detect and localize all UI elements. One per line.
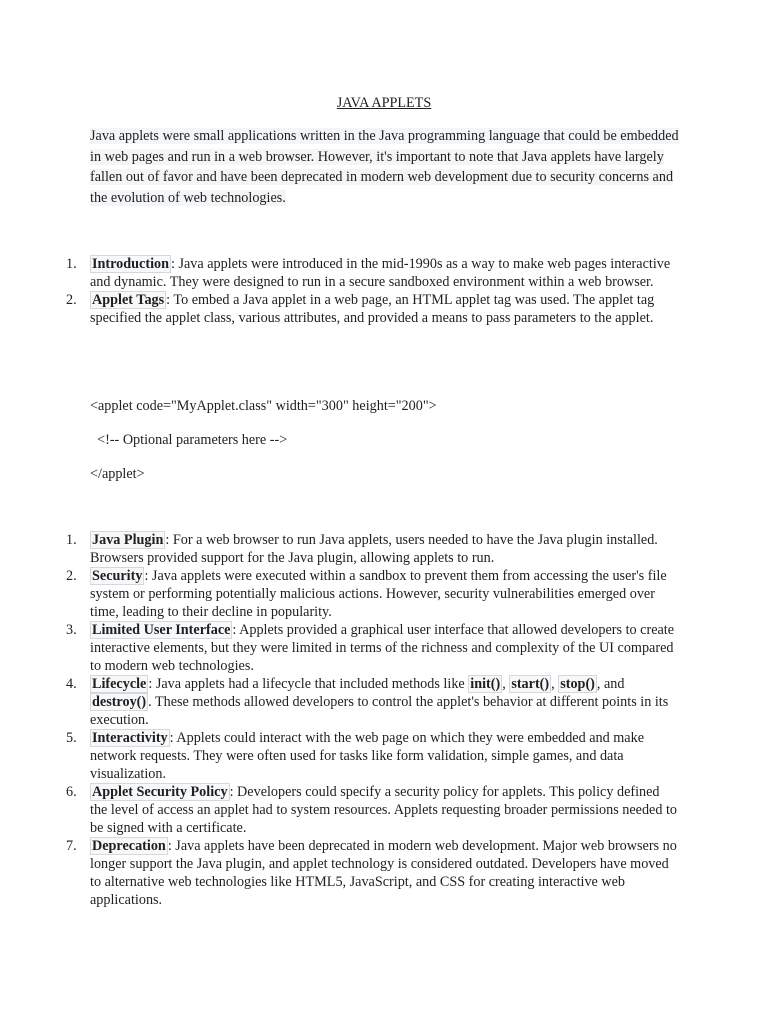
list-item-text: : To embed a Java applet in a web page, an HTML applet tag was used. The applet tag specified the applet class, various attributes, and provided a means to pass parameters to the applet. <box>90 292 655 326</box>
term-limited-ui: Limited User Interface <box>92 622 231 638</box>
term-security: Security <box>92 568 143 584</box>
list-item <box>66 729 680 783</box>
list-number: 4. <box>66 676 77 692</box>
intro-paragraph <box>90 126 680 208</box>
term-deprecation: Deprecation <box>92 838 166 854</box>
term-applet-security-policy: Applet Security Policy <box>92 784 228 800</box>
list-number: 1. <box>66 256 77 272</box>
code-line-comment: <!-- Optional parameters here --> <box>90 432 288 448</box>
overview-list <box>66 255 680 327</box>
list-item-text: . These methods allowed developers to control the applet's behavior at different points in its execution. <box>90 694 669 728</box>
list-item-text: : Java applets were introduced in the mid-1990s as a way to make web pages interactive and dynamic. They were designed to run in a secure sandboxed environment within a web browser. <box>90 256 671 290</box>
list-item <box>66 531 680 567</box>
list-number: 6. <box>66 784 77 800</box>
term-lifecycle: Lifecycle <box>92 676 147 692</box>
features-list <box>66 531 680 909</box>
term-java-plugin: Java Plugin <box>92 532 164 548</box>
list-item <box>66 621 680 675</box>
list-item-text: : Developers could specify a security policy for applets. This policy defined the level of access an applet had to system resources. Applets requesting broader permissions needed to be signed with a certificate. <box>90 784 678 836</box>
list-item <box>66 837 680 909</box>
list-item-text: : Applets could interact with the web page on which they were embedded and make network requests. They were often used for tasks like form validation, simple games, and data visualization. <box>90 730 644 782</box>
term-applet-tags: Applet Tags <box>92 292 165 308</box>
list-item-text: : Java applets have been deprecated in modern web development. Major web browsers no longer support the Java plugin, and applet technology is considered outdated. Developers have moved to alternative web technologies like HTML5, JavaScript, and CSS for creating interactive web applications. <box>90 838 677 908</box>
list-item <box>66 255 680 291</box>
term-introduction: Introduction <box>92 256 169 272</box>
term-interactivity: Interactivity <box>92 730 168 746</box>
separator: , <box>502 676 510 692</box>
list-item-text: : Java applets had a lifecycle that included methods like <box>148 676 469 692</box>
separator: , and <box>596 676 625 692</box>
list-number: 2. <box>66 568 77 584</box>
list-number: 2. <box>66 292 77 308</box>
list-number: 7. <box>66 838 77 854</box>
document-title: JAVA APPLETS <box>336 95 432 111</box>
list-item-text: : Applets provided a graphical user interface that allowed developers to create interactive elements, but they were limited in terms of the richness and complexity of the UI compared to modern web technologies. <box>90 622 675 674</box>
list-item <box>66 291 680 327</box>
method-init: init() <box>470 676 501 692</box>
method-start: start() <box>511 676 550 692</box>
method-destroy: destroy() <box>92 694 147 710</box>
method-stop: stop() <box>560 676 595 692</box>
list-item <box>66 783 680 837</box>
code-line-open-tag: <applet code="MyApplet.class" width="300" height="200"> <box>90 398 437 414</box>
separator: , <box>551 676 559 692</box>
list-item-text: : For a web browser to run Java applets, users needed to have the Java plugin installed. Browsers provided support for the Java plugin, allowing applets to run. <box>90 532 658 566</box>
intro-text: Java applets were small applications written in the Java programming language that could be embedded in web pages and run in a web browser. However, it's important to note that Java applets have largely fallen out of favor and have been deprecated in modern web development due to security concerns and the evolution of web technologies. <box>90 128 679 206</box>
list-item <box>66 567 680 621</box>
code-line-close-tag: </applet> <box>90 466 145 482</box>
list-number: 1. <box>66 532 77 548</box>
list-item-text: : Java applets were executed within a sandbox to prevent them from accessing the user's file system or performing potentially malicious actions. However, security vulnerabilities emerged over time, leading to their decline in popularity. <box>90 568 667 620</box>
list-number: 3. <box>66 622 77 638</box>
list-number: 5. <box>66 730 77 746</box>
list-item <box>66 675 680 729</box>
